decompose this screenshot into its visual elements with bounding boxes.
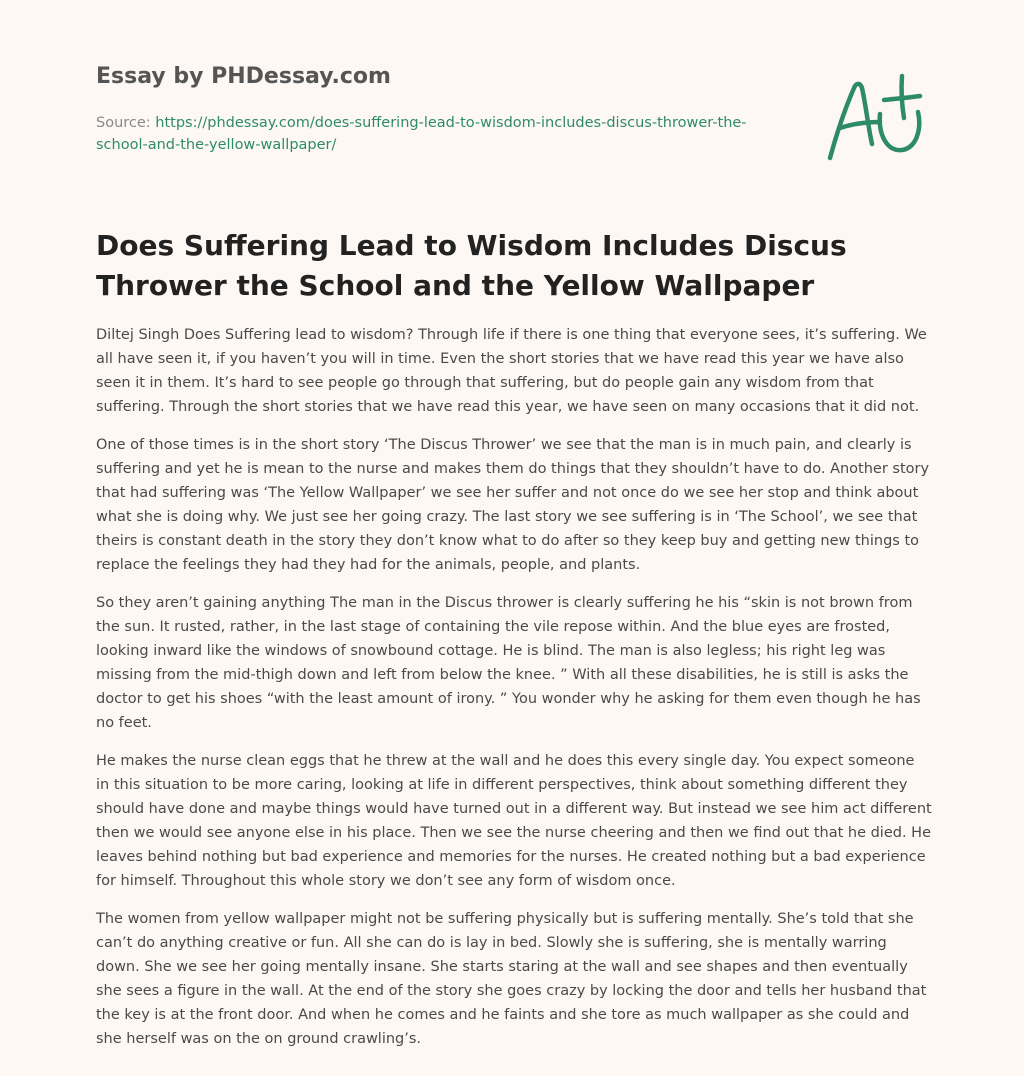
essay-paragraph: So they aren’t gaining anything The man in the Discus thrower is clearly suffering he his “skin is not brown from the sun. It rusted, rather, in the last stage of containing the vile repose within. And the blue eyes are frosted, looking inward like the windows of snowbound cottage. He is blind. The man is also legless; his right leg was missing from the mid-thigh down and left from below the knee. ” With all these disabilities, he is still is asks the doctor to get his shoes “with the least amount of irony. ” You wonder why he asking for them even though he has no feet.: [96, 595, 921, 731]
header: [96, 62, 796, 156]
essay-paragraph: The women from yellow wallpaper might not be suffering physically but is suffering mentally. She’s told that she can’t do anything creative or fun. All she can do is lay in bed. Slowly she is suffering, she is mentally warring down. She we see her going mentally insane. She starts staring at the wall and see shapes and then eventually she sees a figure in the wall. At the end of the story she goes crazy by locking the door and tells her husband that the key is at the front door. And when he comes and he faints and she tore as much wallpaper as she could and she herself was on the on ground crawling’s.: [96, 911, 927, 1047]
source-link[interactable]: https://phdessay.com/does-suffering-lead-to-wisdom-includes-discus-thrower-the-school-and-the-yellow-wallpaper/: [96, 115, 747, 153]
a-plus-logo-icon: [822, 66, 932, 166]
essay-title: Does Suffering Lead to Wisdom Includes Discus Thrower the School and the Yellow Wallpaper: [96, 229, 847, 302]
a-plus-logo: [822, 66, 932, 166]
site-brand: Essay by PHDessay.com: [96, 64, 391, 89]
essay-paragraph: Diltej Singh Does Suffering lead to wisdom? Through life if there is one thing that everyone sees, it’s suffering. We all have seen it, if you haven’t you will in time. Even the short stories that we have read this year we have also seen it in them. It’s hard to see people go through that suffering, but do people gain any wisdom from that suffering. Through the short stories that we have read this year, we have seen on many occasions that it did not.: [96, 327, 927, 415]
source-label: Source:: [96, 115, 156, 131]
essay-paragraph: He makes the nurse clean eggs that he threw at the wall and he does this every single day. You expect someone in this situation to be more caring, looking at life in different perspectives, think about something different they should have done and maybe things would have turned out in a different way. But instead we see him act different then we would see anyone else in his place. Then we see the nurse cheering and then we find out that he died. He leaves behind nothing but bad experience and memories for the nurses. He created nothing but a bad experience for himself. Throughout this whole story we don’t see any form of wisdom once.: [96, 753, 932, 889]
source-line: [96, 112, 776, 156]
essay-paragraph: One of those times is in the short story ‘The Discus Thrower’ we see that the man is in much pain, and clearly is suffering and yet he is mean to the nurse and makes them do things that they shouldn’t have to do. Another story that had suffering was ‘The Yellow Wallpaper’ we see her suffer and not once do we see her stop and think about what she is doing why. We just see her going crazy. The last story we see suffering is in ‘The School’, we see that theirs is constant death in the story they don’t know what to do after so they keep buy and getting new things to replace the feelings they had they had for the animals, people, and plants.: [96, 437, 930, 573]
essay-body: [96, 323, 932, 1065]
